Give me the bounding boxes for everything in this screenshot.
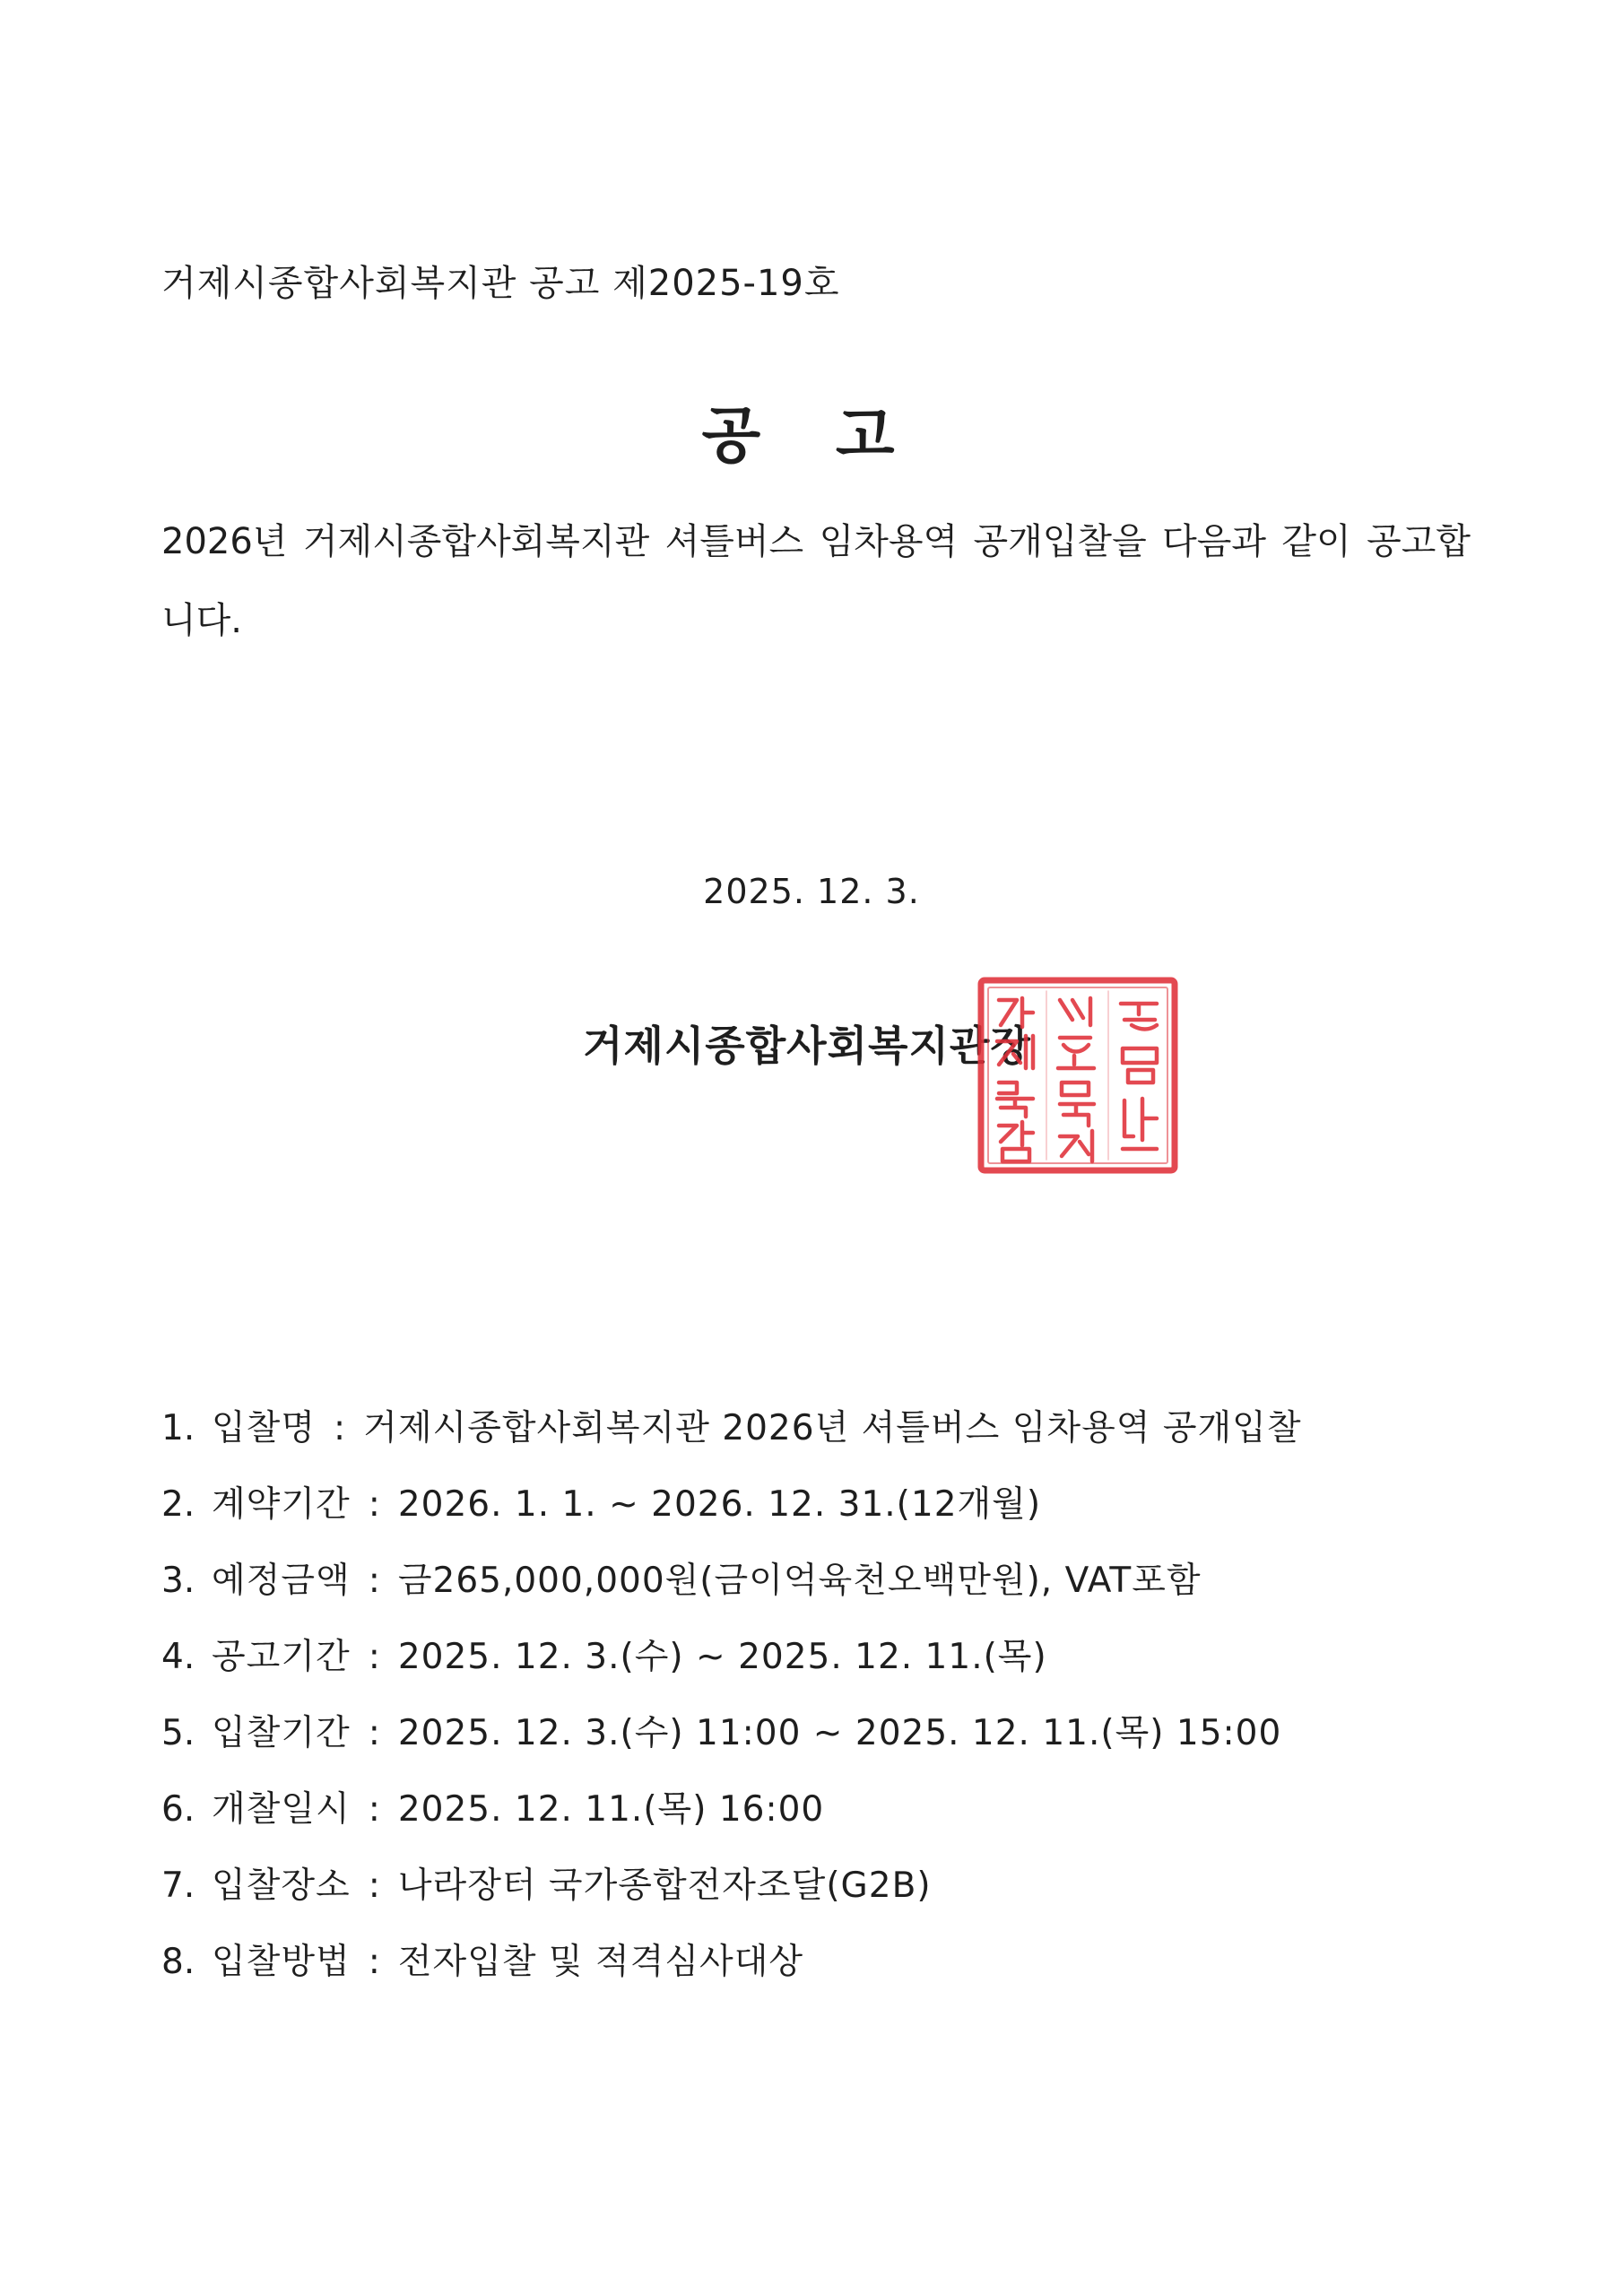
detail-separator: : xyxy=(368,1484,380,1525)
detail-value: 2025. 12. 3.(수) 11:00 ~ 2025. 12. 11.(목) 15:00 xyxy=(397,1713,1282,1753)
detail-number: 3. xyxy=(161,1561,195,1601)
detail-number: 4. xyxy=(161,1637,195,1677)
detail-label: 계약기간 xyxy=(212,1484,351,1525)
detail-item-bid-method xyxy=(161,1924,1302,2000)
detail-item-bid-period xyxy=(161,1695,1302,1771)
detail-number: 5. xyxy=(161,1713,195,1753)
detail-label: 입찰방법 xyxy=(212,1942,351,1982)
detail-value: 나라장터 국가종합전자조달(G2B) xyxy=(397,1866,932,1906)
detail-number: 2. xyxy=(161,1484,195,1525)
notice-date: 2025. 12. 3. xyxy=(703,872,920,911)
detail-value: 2025. 12. 11.(목) 16:00 xyxy=(397,1789,825,1830)
detail-separator: : xyxy=(368,1866,380,1906)
detail-label: 입찰명 xyxy=(212,1408,317,1448)
detail-value: 2026. 1. 1. ~ 2026. 12. 31.(12개월) xyxy=(397,1484,1042,1525)
detail-item-contract-period xyxy=(161,1466,1302,1543)
document-number: 거제시종합사회복지관 공고 제2025-19호 xyxy=(161,263,840,304)
intro-paragraph: 2026년 거제시종합사회복지관 셔틀버스 임차용역 공개입찰을 다음과 같이 공고합니다. xyxy=(161,521,1471,641)
detail-value: 전자입찰 및 적격심사대상 xyxy=(397,1942,804,1982)
detail-value: 금265,000,000원(금이억육천오백만원), VAT포함 xyxy=(397,1561,1202,1601)
detail-item-opening-datetime xyxy=(161,1771,1302,1848)
detail-number: 6. xyxy=(161,1789,195,1830)
detail-label: 예정금액 xyxy=(212,1561,351,1601)
detail-number: 7. xyxy=(161,1866,195,1906)
detail-item-bid-name xyxy=(161,1390,1302,1466)
detail-separator: : xyxy=(368,1637,380,1677)
page-title: 공 고 xyxy=(701,401,922,472)
detail-item-notice-period xyxy=(161,1619,1302,1695)
detail-number: 8. xyxy=(161,1942,195,1982)
detail-item-bid-place xyxy=(161,1848,1302,1924)
detail-label: 입찰기간 xyxy=(212,1713,351,1753)
official-seal-stamp xyxy=(974,973,1182,1178)
bid-details-list xyxy=(161,1390,1302,2000)
issuer-name: 거제시종합사회복지관장 xyxy=(583,1022,1031,1070)
detail-item-estimated-price xyxy=(161,1543,1302,1619)
detail-value: 2025. 12. 3.(수) ~ 2025. 12. 11.(목) xyxy=(397,1637,1047,1677)
detail-separator: : xyxy=(334,1408,346,1448)
detail-number: 1. xyxy=(161,1408,195,1448)
detail-label: 공고기간 xyxy=(212,1637,351,1677)
detail-separator: : xyxy=(368,1561,380,1601)
detail-separator: : xyxy=(368,1713,380,1753)
detail-separator: : xyxy=(368,1942,380,1982)
detail-separator: : xyxy=(368,1789,380,1830)
detail-value: 거제시종합사회복지관 2026년 셔틀버스 임차용역 공개입찰 xyxy=(363,1408,1302,1448)
detail-label: 개찰일시 xyxy=(212,1789,351,1830)
detail-label: 입찰장소 xyxy=(212,1866,351,1906)
